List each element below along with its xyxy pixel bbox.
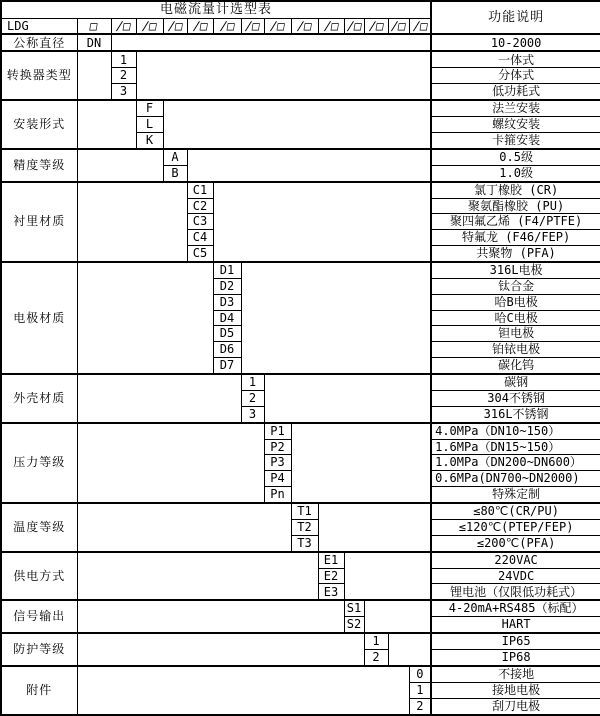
category-label: 外壳材质 bbox=[1, 374, 77, 423]
spacer-cell bbox=[163, 100, 431, 149]
model-code-box-cell bbox=[318, 18, 344, 34]
option-function: 0.5级 bbox=[431, 149, 600, 165]
option-code: P4 bbox=[264, 471, 291, 487]
option-function: 220VAC bbox=[431, 552, 600, 568]
spacer-cell bbox=[77, 149, 163, 182]
option-function: 法兰安装 bbox=[431, 100, 600, 116]
model-code-box-cell bbox=[213, 18, 241, 34]
model-box-glyph: /□ bbox=[296, 18, 313, 33]
option-function: 不接地 bbox=[431, 666, 600, 682]
section-row bbox=[1, 600, 600, 616]
option-function: 4-20mA+RS485（标配） bbox=[431, 600, 600, 616]
option-function: 聚四氟乙烯 (F4/PTFE) bbox=[431, 214, 600, 230]
model-box-glyph: /□ bbox=[322, 18, 340, 33]
option-code: C5 bbox=[187, 246, 213, 262]
option-function: 卡箍安装 bbox=[431, 132, 600, 148]
spacer-cell bbox=[264, 374, 431, 423]
option-function: 316L电极 bbox=[431, 262, 600, 278]
model-box-glyph: /□ bbox=[218, 18, 236, 33]
option-function: 碳钢 bbox=[431, 374, 600, 390]
model-box-glyph: /□ bbox=[345, 18, 363, 33]
option-code: T2 bbox=[291, 519, 318, 535]
model-box-glyph: /□ bbox=[141, 18, 158, 33]
option-code: D1 bbox=[213, 262, 241, 278]
model-code-box-cell bbox=[136, 18, 163, 34]
spacer-cell bbox=[111, 34, 431, 51]
option-function: ≤200℃(PFA) bbox=[431, 535, 600, 551]
model-code-box-cell bbox=[187, 18, 213, 34]
model-box-glyph: /□ bbox=[166, 18, 184, 33]
option-function: 钽电极 bbox=[431, 326, 600, 342]
option-code: S1 bbox=[344, 600, 364, 616]
section-row bbox=[1, 633, 600, 649]
option-code: C1 bbox=[187, 182, 213, 198]
function-header: 功能说明 bbox=[431, 1, 600, 34]
option-function: 锂电池（仅限低功耗式） bbox=[431, 584, 600, 600]
option-code: 3 bbox=[111, 84, 136, 100]
model-code-box-cell bbox=[241, 18, 264, 34]
model-code-box-cell bbox=[264, 18, 291, 34]
section-row bbox=[1, 182, 600, 198]
spacer-cell bbox=[187, 149, 431, 182]
option-code: T3 bbox=[291, 535, 318, 551]
option-function: IP68 bbox=[431, 650, 600, 666]
model-code-box-cell bbox=[163, 18, 187, 34]
option-code: K bbox=[136, 132, 163, 148]
category-label: 附件 bbox=[1, 666, 77, 715]
spacer-cell bbox=[388, 633, 431, 666]
option-code: 3 bbox=[241, 406, 264, 422]
option-code: P2 bbox=[264, 439, 291, 455]
model-code-box-cell bbox=[291, 18, 318, 34]
option-function: 哈C电极 bbox=[431, 310, 600, 326]
section-row bbox=[1, 51, 600, 67]
model-box-glyph: /□ bbox=[191, 18, 209, 33]
option-code: 2 bbox=[241, 390, 264, 406]
option-code: 2 bbox=[364, 650, 388, 666]
option-code: C4 bbox=[187, 230, 213, 246]
spacer-cell bbox=[77, 600, 344, 633]
model-box-glyph: /□ bbox=[269, 18, 286, 33]
option-function: 氯丁橡胶 (CR) bbox=[431, 182, 600, 198]
category-label: 压力等级 bbox=[1, 423, 77, 503]
section-row bbox=[1, 552, 600, 568]
option-code: 1 bbox=[409, 682, 431, 698]
option-code: S2 bbox=[344, 617, 364, 633]
section-row bbox=[1, 666, 600, 682]
diameter-code: DN bbox=[77, 34, 111, 51]
model-box-glyph: □ bbox=[89, 18, 99, 33]
spacer-cell bbox=[344, 552, 431, 601]
model-code-box-cell bbox=[388, 18, 409, 34]
spacer-cell bbox=[318, 503, 431, 552]
diameter-function: 10-2000 bbox=[431, 34, 600, 51]
option-function: 1.0级 bbox=[431, 165, 600, 181]
model-code-box-cell bbox=[409, 18, 431, 34]
spacer-cell bbox=[77, 182, 187, 262]
option-code: E2 bbox=[318, 568, 344, 584]
option-function: 铂铱电极 bbox=[431, 342, 600, 358]
option-code: Pn bbox=[264, 487, 291, 503]
category-label: 温度等级 bbox=[1, 503, 77, 552]
option-function: 碳化钨 bbox=[431, 358, 600, 374]
model-box-glyph: /□ bbox=[244, 18, 261, 33]
spacer-cell bbox=[77, 262, 213, 374]
option-function: ≤120℃(PTEP/FEP) bbox=[431, 519, 600, 535]
diameter-row bbox=[1, 34, 600, 51]
option-code: C2 bbox=[187, 198, 213, 214]
option-function: 哈B电极 bbox=[431, 294, 600, 310]
option-code: D7 bbox=[213, 358, 241, 374]
option-code: 0 bbox=[409, 666, 431, 682]
option-function: ≤80℃(CR/PU) bbox=[431, 503, 600, 519]
option-function: 共聚物 (PFA) bbox=[431, 246, 600, 262]
spacer-cell bbox=[241, 262, 431, 374]
spacer-cell bbox=[77, 552, 318, 601]
option-code: T1 bbox=[291, 503, 318, 519]
option-code: B bbox=[163, 165, 187, 181]
selector-table-body bbox=[1, 1, 600, 715]
spacer-cell bbox=[77, 374, 241, 423]
category-label: 安装形式 bbox=[1, 100, 77, 149]
model-box-glyph: /□ bbox=[411, 18, 429, 33]
option-code: L bbox=[136, 117, 163, 133]
option-function: 4.0MPa（DN10~150） bbox=[431, 423, 600, 439]
category-label: 防护等级 bbox=[1, 633, 77, 666]
option-code: A bbox=[163, 149, 187, 165]
option-code: C3 bbox=[187, 214, 213, 230]
spacer-cell bbox=[364, 600, 431, 633]
option-code: P3 bbox=[264, 455, 291, 471]
section-row bbox=[1, 149, 600, 165]
option-function: 0.6MPa(DN700~DN2000) bbox=[431, 471, 600, 487]
page-title: 电磁流量计选型表 bbox=[1, 1, 431, 18]
spacer-cell bbox=[77, 503, 291, 552]
option-function: 1.0MPa（DN200~DN600） bbox=[431, 455, 600, 471]
category-label: 衬里材质 bbox=[1, 182, 77, 262]
option-function: 304不锈钢 bbox=[431, 390, 600, 406]
section-row bbox=[1, 100, 600, 116]
option-function: HART bbox=[431, 617, 600, 633]
spacer-cell bbox=[136, 51, 431, 100]
option-code: E1 bbox=[318, 552, 344, 568]
option-function: 1.6MPa（DN15~150） bbox=[431, 439, 600, 455]
option-code: 1 bbox=[364, 633, 388, 649]
option-code: D2 bbox=[213, 278, 241, 294]
spacer-cell bbox=[77, 423, 264, 503]
option-code: 1 bbox=[241, 374, 264, 390]
option-function: 24VDC bbox=[431, 568, 600, 584]
option-function: 特氟龙 (F46/FEP) bbox=[431, 230, 600, 246]
category-label: 供电方式 bbox=[1, 552, 77, 601]
category-label: 信号输出 bbox=[1, 600, 77, 633]
option-code: 2 bbox=[111, 68, 136, 84]
category-label: 转换器类型 bbox=[1, 51, 77, 100]
option-code: 2 bbox=[409, 698, 431, 715]
option-function: 特殊定制 bbox=[431, 487, 600, 503]
model-code-box-cell bbox=[364, 18, 388, 34]
section-row bbox=[1, 374, 600, 390]
spacer-cell bbox=[291, 423, 431, 503]
option-code: P1 bbox=[264, 423, 291, 439]
option-function: 接地电极 bbox=[431, 682, 600, 698]
spacer-cell bbox=[77, 633, 364, 666]
section-row bbox=[1, 262, 600, 278]
model-box-glyph: /□ bbox=[115, 18, 132, 33]
section-row bbox=[1, 423, 600, 439]
section-row bbox=[1, 503, 600, 519]
option-code: F bbox=[136, 100, 163, 116]
option-function: 聚氨酯橡胶 (PU) bbox=[431, 198, 600, 214]
option-code: D4 bbox=[213, 310, 241, 326]
option-function: 钛合金 bbox=[431, 278, 600, 294]
category-label: 电极材质 bbox=[1, 262, 77, 374]
option-function: 低功耗式 bbox=[431, 84, 600, 100]
title-row bbox=[1, 1, 600, 18]
option-function: 分体式 bbox=[431, 68, 600, 84]
option-code: D6 bbox=[213, 342, 241, 358]
option-function: 316L不锈钢 bbox=[431, 406, 600, 422]
category-label-diameter: 公称直径 bbox=[1, 34, 77, 51]
model-box-glyph: /□ bbox=[367, 18, 385, 33]
spacer-cell bbox=[77, 100, 136, 149]
option-function: 螺纹安装 bbox=[431, 117, 600, 133]
category-label: 精度等级 bbox=[1, 149, 77, 182]
spacer-cell bbox=[213, 182, 431, 262]
spacer-cell bbox=[77, 51, 111, 100]
model-prefix: LDG bbox=[1, 18, 77, 34]
model-code-box-cell bbox=[344, 18, 364, 34]
option-code: 1 bbox=[111, 51, 136, 67]
model-base-box-cell bbox=[77, 18, 111, 34]
spacer-cell bbox=[77, 666, 409, 715]
option-function: IP65 bbox=[431, 633, 600, 649]
option-code: E3 bbox=[318, 584, 344, 600]
option-code: D3 bbox=[213, 294, 241, 310]
model-box-glyph: /□ bbox=[390, 18, 407, 33]
option-function: 一体式 bbox=[431, 51, 600, 67]
option-function: 刮刀电极 bbox=[431, 698, 600, 715]
model-code-box-cell bbox=[111, 18, 136, 34]
option-code: D5 bbox=[213, 326, 241, 342]
